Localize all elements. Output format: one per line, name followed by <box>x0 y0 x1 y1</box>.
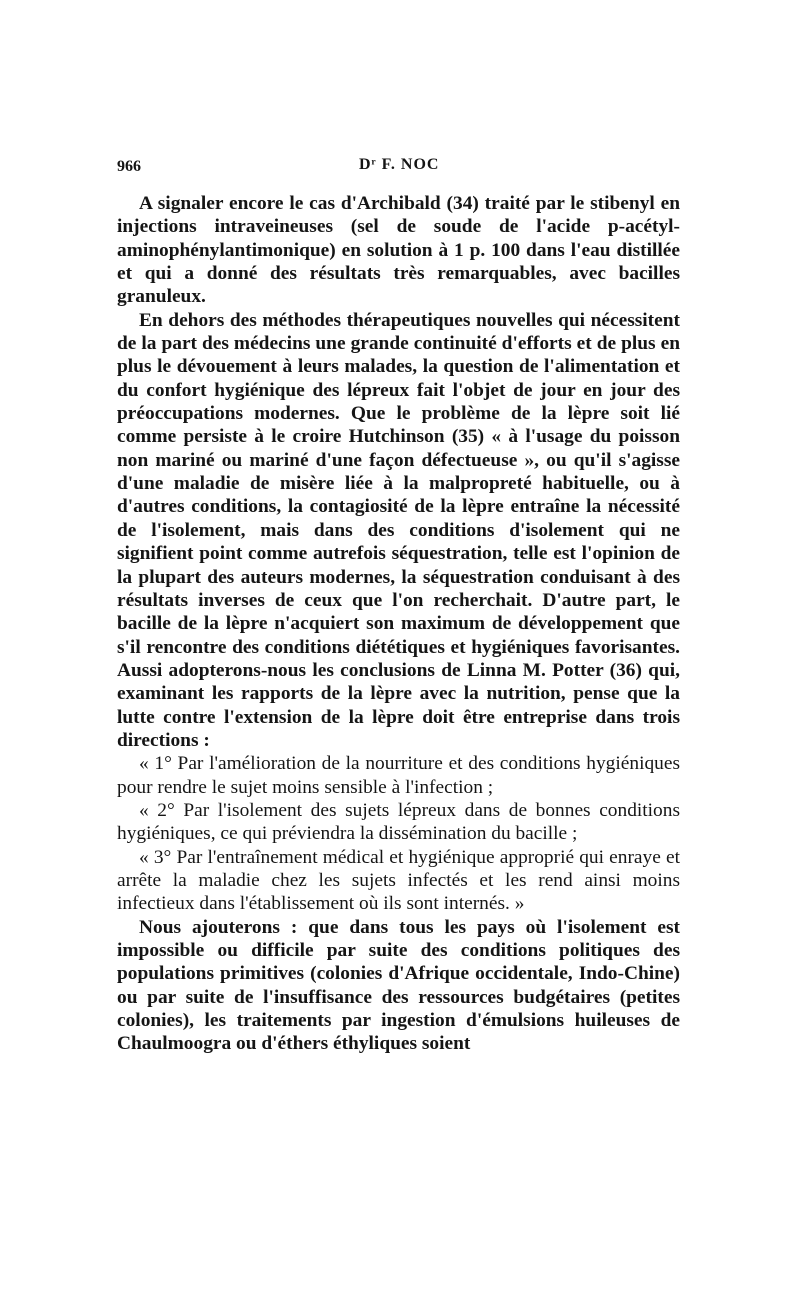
paragraph-conclusion: Nous ajouterons : que dans tous les pays où l'isolement est impossible ou difficile par suite des conditions politiques des populations primitives (colonies d'Afrique occidentale, Indo-Chine) ou par suite de l'insuffisance des ressources budgétaires (petites colonies), les traitements par ingestion d'émulsions huileuses de Chaulmoogra ou d'éthers éthyliques soient <box>117 916 680 1055</box>
paragraph-therapeutic-methods: En dehors des méthodes thérapeutiques nouvelles qui nécessitent de la part des médecins une grande continuité d'efforts et de plus en plus le dévouement à leurs malades, la question de l'alimentation et du confort hygiénique des lépreux fait l'objet de jour en jour des préoccupations modernes. Que le problème de la lèpre soit lié comme persiste à le croire Hutchinson (35) « à l'usage du poisson non mariné ou mariné d'une façon défectueuse », ou qu'il s'agisse d'une maladie de misère liée à la malpropreté habituelle, ou à d'autres conditions, la contagiosité de la lèpre entraîne la nécessité de l'isolement, mais dans des conditions d'isolement qui ne signifient point comme autrefois séquestration, telle est l'opinion de la plupart des auteurs modernes, la séquestration conduisant à des résultats inverses de ceux que l'on recherchait. D'autre part, le bacille de la lèpre n'acquiert son maximum de développement que s'il rencontre des conditions diététiques et hygiéniques favorisantes. Aussi adopterons-nous les conclusions de Linna M. Potter (36) qui, examinant les rapports de la lèpre avec la nutrition, pense que la lutte contre l'extension de la lèpre doit être entreprise dans trois directions : <box>117 309 680 751</box>
paragraph-quote-1: « 1° Par l'amélioration de la nourriture et des conditions hygiéniques pour rendre le sujet moins sensible à l'infection ; <box>117 753 680 798</box>
page-header <box>117 150 680 180</box>
running-head: Dʳ F. NOC <box>359 156 440 173</box>
paragraph-quote-3: « 3° Par l'entraînement médical et hygiénique approprié qui enraye et arrête la maladie chez les sujets infectés et les rend ainsi moins infectieux dans l'établissement où ils sont internés. » <box>117 846 680 915</box>
page-number: 966 <box>117 158 141 175</box>
paragraph-archibald: A signaler encore le cas d'Archibald (34) traité par le stibenyl en injections intraveineuses (sel de soude de l'acide p-acétyl-aminophénylantimonique) en solution à 1 p. 100 dans l'eau distillée et qui a donné des résultats très remarquables, avec bacilles granuleux. <box>117 193 680 308</box>
body-text <box>117 192 680 1056</box>
paragraph-quote-2: « 2° Par l'isolement des sujets lépreux dans de bonnes conditions hygiéniques, ce qui préviendra la dissémination du bacille ; <box>117 799 680 845</box>
book-page <box>117 150 680 1056</box>
